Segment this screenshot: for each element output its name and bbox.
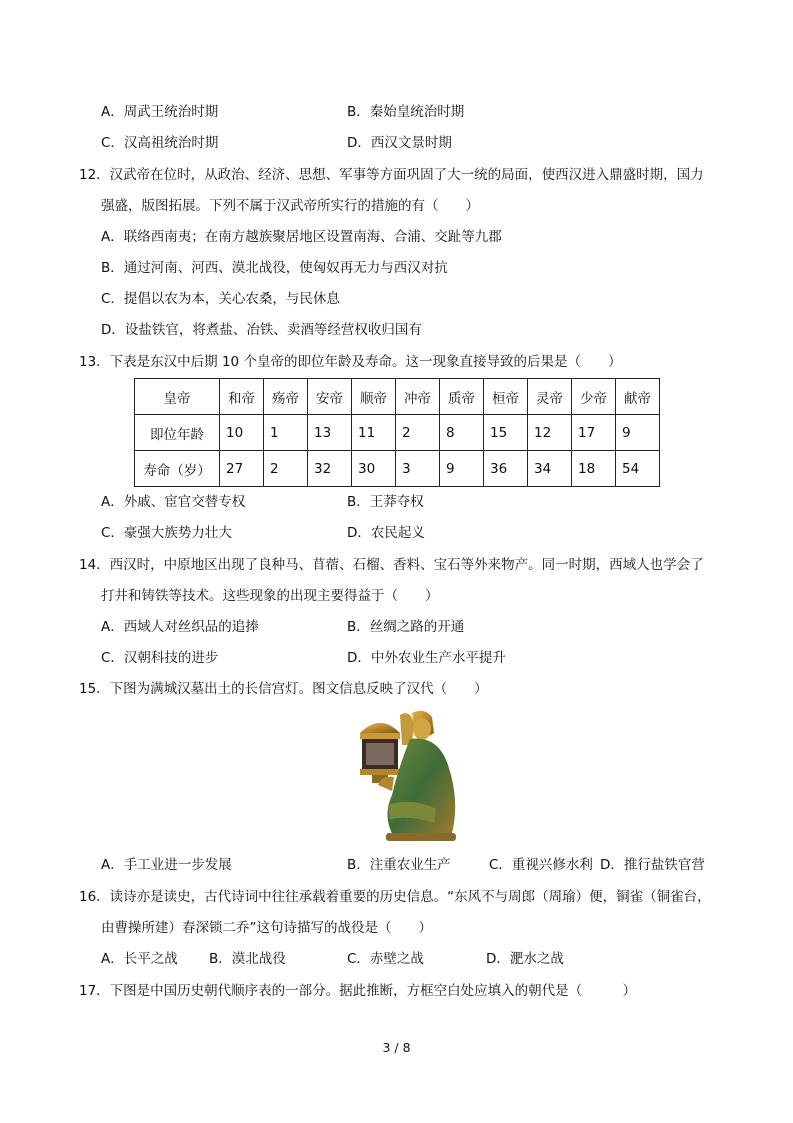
table-cell: 17	[572, 415, 616, 451]
changxin-palace-lamp-image	[352, 705, 480, 845]
q15-option-c: C．重视兴修水利	[489, 857, 593, 873]
table-cell: 8	[440, 415, 484, 451]
q12-option-b: B．通过河南、河西、漠北战役，使匈奴再无力与西汉对抗	[101, 260, 448, 276]
q13-option-d: D．农民起义	[347, 525, 425, 541]
table-row	[135, 451, 660, 487]
table-cell: 9	[616, 415, 660, 451]
table-cell: 13	[308, 415, 352, 451]
table-cell: 顺帝	[352, 379, 396, 415]
table-cell: 寿命（岁）	[135, 451, 220, 487]
q12-option-c: C．提倡以农为本，关心农桑，与民休息	[101, 291, 340, 307]
table-cell: 质帝	[440, 379, 484, 415]
table-cell: 9	[440, 451, 484, 487]
table-cell: 少帝	[572, 379, 616, 415]
q16-option-c: C．赤壁之战	[347, 951, 424, 967]
q15-stem: 15．下图为满城汉墓出土的长信宫灯。图文信息反映了汉代（ ）	[79, 681, 488, 697]
q13-stem: 13．下表是东汉中后期 10 个皇帝的即位年龄及寿命。这一现象直接导致的后果是（ ）	[79, 354, 622, 370]
q13-option-a: A．外戚、宦官交替专权	[101, 494, 246, 510]
table-cell: 15	[484, 415, 528, 451]
q12-option-d: D．设盐铁官，将煮盐、冶铁、卖酒等经营权收归国有	[101, 322, 422, 338]
q12-option-a: A．联络西南夷；在南方越族聚居地区设置南海、合浦、交趾等九郡	[101, 229, 502, 245]
table-row	[135, 415, 660, 451]
q16-option-b: B．漠北战役	[209, 951, 286, 967]
table-cell: 和帝	[220, 379, 264, 415]
q16-stem-line2: 由曹操所建）春深锁二乔”这句诗描写的战役是（ ）	[101, 920, 432, 936]
q14-option-d: D．中外农业生产水平提升	[347, 650, 506, 666]
q14-option-c: C．汉朝科技的进步	[101, 650, 219, 666]
table-cell: 27	[220, 451, 264, 487]
page-number: 3 / 8	[382, 1040, 411, 1055]
q16-stem-line1: 16．读诗亦是读史，古代诗词中往往承载着重要的历史信息。“东风不与周郎（周瑜）便，铜雀（铜雀台，	[79, 889, 711, 905]
table-cell: 献帝	[616, 379, 660, 415]
q14-option-b: B．丝绸之路的开通	[347, 619, 465, 635]
q14-stem-line1: 14．西汉时，中原地区出现了良种马、苜蓿、石榴、香料、宝石等外来物产。同一时期，西域人也学会了	[79, 557, 704, 573]
table-cell: 灵帝	[528, 379, 572, 415]
q13-option-c: C．豪强大族势力壮大	[101, 525, 232, 541]
table-cell: 18	[572, 451, 616, 487]
table-cell: 34	[528, 451, 572, 487]
q14-stem-line2: 打井和铸铁等技术。这些现象的出现主要得益于（ ）	[101, 588, 439, 604]
table-cell: 12	[528, 415, 572, 451]
table-cell: 10	[220, 415, 264, 451]
table-cell: 即位年龄	[135, 415, 220, 451]
table-cell: 殇帝	[264, 379, 308, 415]
q15-option-b: B．注重农业生产	[347, 857, 451, 873]
q15-option-a: A．手工业进一步发展	[101, 857, 232, 873]
table-cell: 1	[264, 415, 308, 451]
q11-option-d: D．西汉文景时期	[347, 135, 452, 151]
q16-option-a: A．长平之战	[101, 951, 178, 967]
q15-option-d: D．推行盐铁官营	[600, 857, 705, 873]
table-cell: 安帝	[308, 379, 352, 415]
emperor-table	[134, 378, 660, 487]
table-header-row	[135, 379, 660, 415]
table-cell: 36	[484, 451, 528, 487]
q12-stem-line1: 12．汉武帝在位时，从政治、经济、思想、军事等方面巩固了大一统的局面，使西汉进入鼎盛时期，国力	[79, 167, 704, 183]
q16-option-d: D．淝水之战	[486, 951, 564, 967]
table-cell: 2	[396, 415, 440, 451]
table-cell: 30	[352, 451, 396, 487]
table-cell: 32	[308, 451, 352, 487]
q11-option-c: C．汉高祖统治时期	[101, 135, 219, 151]
table-cell: 54	[616, 451, 660, 487]
q17-stem: 17．下图是中国历史朝代顺序表的一部分。据此推断，方框空白处应填入的朝代是（ ）	[79, 983, 637, 999]
q14-option-a: A．西域人对丝织品的追捧	[101, 619, 259, 635]
table-cell: 皇帝	[135, 379, 220, 415]
table-cell: 2	[264, 451, 308, 487]
table-cell: 11	[352, 415, 396, 451]
q11-option-a: A．周武王统治时期	[101, 104, 219, 120]
table-cell: 3	[396, 451, 440, 487]
q12-stem-line2: 强盛，版图拓展。下列不属于汉武帝所实行的措施的有（ ）	[101, 198, 479, 214]
table-cell: 桓帝	[484, 379, 528, 415]
q13-option-b: B．王莽夺权	[347, 494, 424, 510]
table-cell: 冲帝	[396, 379, 440, 415]
q11-option-b: B．秦始皇统治时期	[347, 104, 465, 120]
